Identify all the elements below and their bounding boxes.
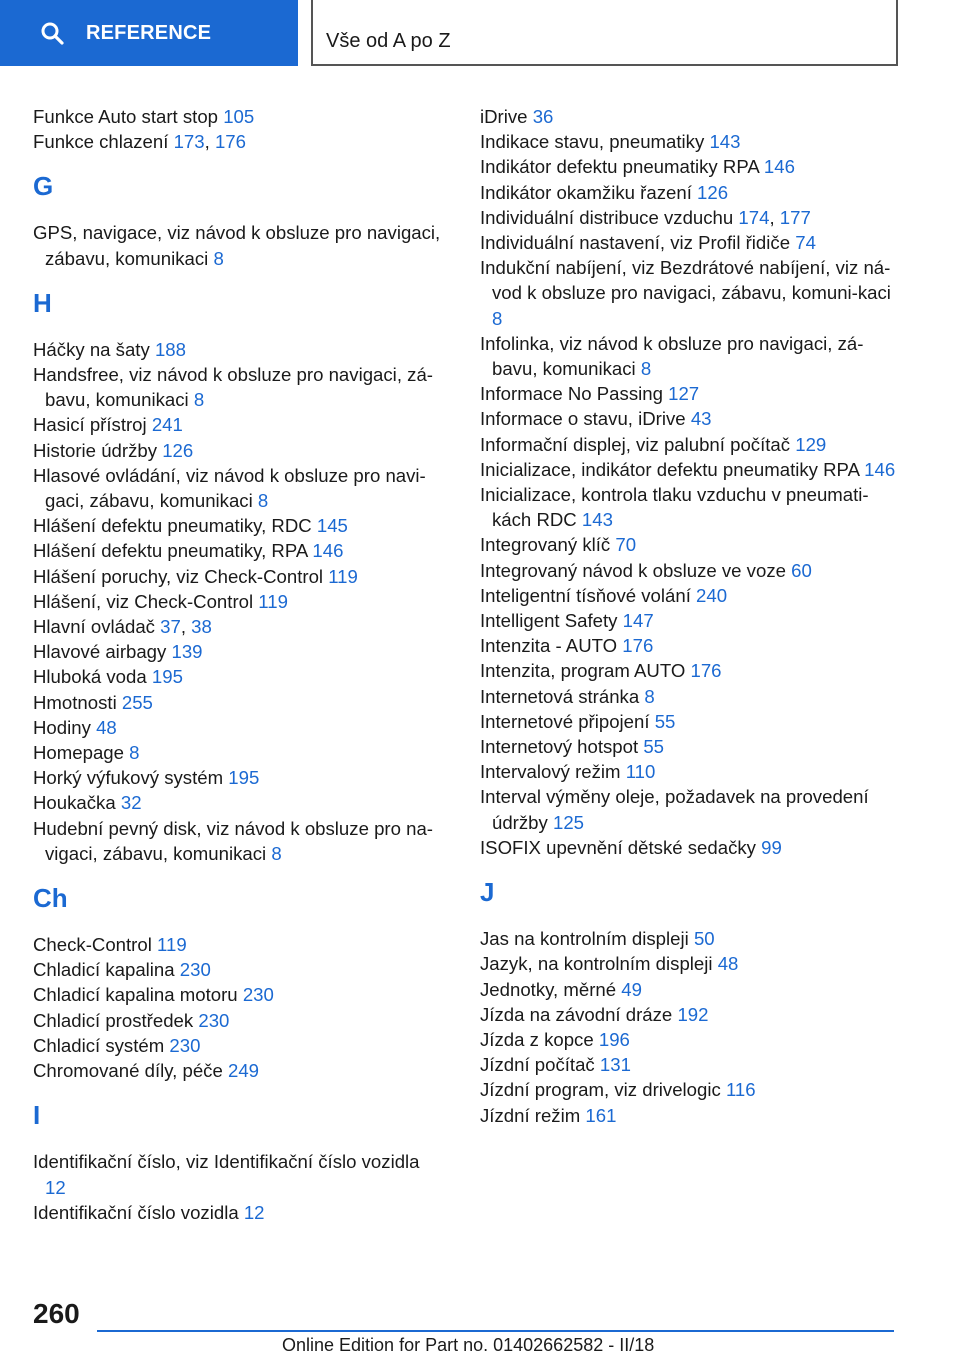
index-entry <box>480 684 900 709</box>
index-term: Homepage <box>33 742 124 764</box>
section-title: Vše od A po Z <box>326 30 451 52</box>
page-link[interactable]: 8 <box>193 389 205 411</box>
reference-label: REFERENCE <box>86 21 212 44</box>
index-term: Hluboká voda <box>33 666 147 688</box>
section-letter: G <box>33 171 54 202</box>
page-link[interactable]: 195 <box>228 767 260 789</box>
page-link[interactable]: 230 <box>179 959 211 981</box>
index-term: Háčky na šaty <box>33 338 150 360</box>
index-entry <box>33 438 443 463</box>
page-link[interactable]: 176 <box>214 131 246 153</box>
page-link[interactable]: 60 <box>791 559 812 581</box>
index-term: Jednotky, měrné <box>480 978 617 1000</box>
index-term: Jízda na závodní dráze <box>480 1003 673 1025</box>
page-link[interactable]: 119 <box>328 565 358 587</box>
index-entry <box>33 104 443 129</box>
index-entry <box>480 129 900 154</box>
page-link[interactable]: 196 <box>598 1028 630 1050</box>
index-term: Indikátor defektu pneumatiky RPA <box>480 156 759 178</box>
section-letter: Ch <box>33 883 68 914</box>
section-letter: J <box>480 877 495 908</box>
index-term: Identifikační číslo, viz Identifikační číslo vozidla <box>33 1151 420 1173</box>
index-entry <box>33 1200 443 1225</box>
page-link[interactable]: 43 <box>690 408 712 430</box>
page-link[interactable]: 105 <box>223 106 255 127</box>
page-link[interactable]: 129 <box>795 433 827 455</box>
page-link[interactable]: 48 <box>717 953 739 975</box>
index-term: Hasicí přístroj <box>33 414 147 436</box>
page-link[interactable]: 240 <box>696 584 728 606</box>
index-term: Funkce Auto start stop <box>33 106 219 127</box>
index-term: Hlavové airbagy <box>33 641 167 663</box>
page-link[interactable]: 177 <box>779 206 811 228</box>
page-link[interactable]: 195 <box>151 666 183 688</box>
index-entry <box>480 104 900 129</box>
index-term: Internetový hotspot <box>480 736 639 758</box>
index-entry <box>480 331 900 381</box>
index-term: Informace No Passing <box>480 383 663 405</box>
page-link[interactable]: 139 <box>171 641 203 663</box>
page-link[interactable]: 70 <box>615 534 637 556</box>
page-link[interactable]: 161 <box>585 1104 617 1126</box>
index-term: Hodiny <box>33 716 91 738</box>
index-term: Individuální nastavení, viz Profil řidiče <box>480 232 791 254</box>
index-term: Intenzita - AUTO <box>480 635 618 657</box>
index-term: Jas na kontrolním displeji <box>480 928 689 950</box>
index-entry <box>33 1033 443 1058</box>
page-header <box>0 0 960 66</box>
page-link[interactable]: 99 <box>761 836 782 858</box>
page-link[interactable]: 126 <box>697 181 729 203</box>
index-entry <box>480 1002 900 1027</box>
reference-tab[interactable] <box>0 0 298 66</box>
index-entry <box>480 154 900 179</box>
page-link[interactable]: 188 <box>154 338 186 360</box>
index-term: ISOFIX upevnění dětské sedačky <box>480 836 756 858</box>
index-term: Chladicí kapalina <box>33 959 175 981</box>
page-link[interactable]: 255 <box>121 691 153 713</box>
index-term: Intervalový režim <box>480 761 621 783</box>
index-entry <box>480 1103 900 1128</box>
index-term: Hlášení poruchy, viz Check-Control <box>33 565 324 587</box>
index-term: Intenzita, program AUTO <box>480 660 686 682</box>
index-entry <box>33 982 443 1007</box>
index-entry <box>33 765 443 790</box>
index-column-right <box>480 104 900 1128</box>
search-icon[interactable] <box>40 21 64 45</box>
index-term: Hlášení defektu pneumatiky, RDC <box>33 515 312 537</box>
index-term: Informační displej, viz palubní počítač <box>480 433 791 455</box>
page-link[interactable]: 127 <box>668 383 700 405</box>
page-link[interactable]: 12 <box>243 1201 265 1223</box>
index-term: Check-Control <box>33 934 152 956</box>
index-entry <box>480 457 900 482</box>
page-link[interactable]: 74 <box>795 232 816 254</box>
section-letter: I <box>33 1100 41 1131</box>
index-term: Chladicí systém <box>33 1034 165 1056</box>
index-term: Funkce chlazení <box>33 131 169 153</box>
index-entry: Hlavní ovládač 37, 38 <box>33 616 212 638</box>
index-entry <box>33 715 443 740</box>
index-entry <box>33 589 443 614</box>
index-term: Hudební pevný disk, viz návod k obsluze pro na-vigaci, zábavu, komunikaci <box>33 817 433 864</box>
page-link[interactable]: 176 <box>690 660 722 682</box>
page-link[interactable]: 119 <box>258 590 288 612</box>
page-link[interactable]: 8 <box>257 490 269 512</box>
index-entry <box>33 513 443 538</box>
index-term: GPS, navigace, viz návod k obsluze pro navigaci, zábavu, komunikaci <box>33 222 441 269</box>
index-entry <box>33 463 443 513</box>
index-term: Chladicí kapalina motoru <box>33 984 238 1006</box>
page-link[interactable]: 174 <box>738 206 770 228</box>
index-entry <box>33 690 443 715</box>
index-term: Hlášení, viz Check-Control <box>33 590 254 612</box>
index-entry <box>480 532 900 557</box>
page-link[interactable]: 8 <box>129 742 140 764</box>
index-term: Identifikační číslo vozidla <box>33 1201 239 1223</box>
index-column-left <box>33 104 443 1225</box>
page-link[interactable]: 230 <box>169 1034 201 1056</box>
index-term: Chromované díly, péče <box>33 1060 223 1082</box>
page-link[interactable]: 38 <box>191 616 212 638</box>
page-number: 260 <box>33 1298 80 1329</box>
index-term: Chladicí prostředek <box>33 1009 194 1031</box>
index-entry <box>480 658 900 683</box>
page-link[interactable]: 249 <box>228 1060 260 1082</box>
index-entry <box>33 412 443 437</box>
index-entry <box>33 1149 443 1199</box>
index-entry <box>480 1027 900 1052</box>
page-link[interactable]: 8 <box>640 358 652 380</box>
index-entry <box>480 255 900 331</box>
index-term: Historie údržby <box>33 439 158 461</box>
index-entry <box>33 1008 443 1033</box>
index-entry <box>480 633 900 658</box>
page-link[interactable]: 143 <box>709 131 741 153</box>
index-entry <box>480 406 900 431</box>
footer-divider <box>97 1330 894 1332</box>
page-link[interactable]: 8 <box>213 247 224 269</box>
index-term: Houkačka <box>33 792 116 814</box>
index-entry <box>480 482 900 532</box>
index-entry <box>33 932 443 957</box>
page-link[interactable]: 145 <box>316 515 348 537</box>
index-term: Indukční nabíjení, viz Bezdrátové nabíjení, viz ná-vod k obsluze pro navigaci, zábavu, komuni-kaci <box>480 257 891 304</box>
page-link[interactable]: 173 <box>173 131 205 153</box>
page-link[interactable]: 192 <box>677 1003 709 1025</box>
index-entry <box>480 583 900 608</box>
index-entry <box>33 564 443 589</box>
index-term: Integrovaný klíč <box>480 534 611 556</box>
index-entry <box>480 926 900 951</box>
page-link[interactable]: 116 <box>725 1079 756 1101</box>
page-link[interactable]: 12 <box>45 1176 66 1198</box>
index-term: Indikátor okamžiku řazení <box>480 181 692 203</box>
index-term: Hlavní ovládač <box>33 616 155 638</box>
index-entry <box>33 337 443 362</box>
page-link[interactable]: 119 <box>157 934 187 956</box>
index-term: Inicializace, indikátor defektu pneumatiky RPA <box>480 458 859 480</box>
index-entry <box>480 381 900 406</box>
index-term: Internetové připojení <box>480 710 650 732</box>
index-entry: Individuální distribuce vzduchu 174, 177 <box>480 206 811 228</box>
index-entry <box>480 977 900 1002</box>
index-term: Jízdní program, viz drivelogic <box>480 1079 721 1101</box>
index-entry <box>33 220 443 270</box>
index-term: Hlasové ovládání, viz návod k obsluze pro navi-gaci, zábavu, komunikaci <box>33 464 426 512</box>
page-link[interactable]: 49 <box>621 978 642 1000</box>
index-term: Internetová stránka <box>480 685 640 707</box>
index-term: Hlášení defektu pneumatiky, RPA <box>33 540 308 562</box>
page-link[interactable]: 143 <box>581 509 613 531</box>
index-term: Informace o stavu, iDrive <box>480 408 686 430</box>
page-link[interactable]: 176 <box>622 635 654 657</box>
index-entry <box>480 230 900 255</box>
page-link[interactable]: 126 <box>162 439 194 461</box>
section-title-tab <box>311 0 898 66</box>
index-term: Individuální distribuce vzduchu <box>480 206 734 228</box>
index-term: iDrive <box>480 106 528 127</box>
index-term: Jízdní počítač <box>480 1054 595 1076</box>
page-link[interactable]: 32 <box>120 792 142 814</box>
page-link[interactable]: 36 <box>532 106 554 127</box>
index-term: Interval výměny oleje, požadavek na provedení údržby <box>480 786 869 833</box>
page-link[interactable]: 37 <box>160 616 181 638</box>
index-entry <box>480 759 900 784</box>
page-link[interactable]: 110 <box>625 761 656 783</box>
page-link[interactable]: 241 <box>151 414 183 436</box>
page-link[interactable]: 50 <box>693 928 715 950</box>
index-entry <box>480 709 900 734</box>
index-entry <box>480 1077 900 1102</box>
index-entry <box>33 538 443 563</box>
page-link[interactable]: 146 <box>763 156 795 178</box>
index-entry <box>33 1058 443 1083</box>
page-link[interactable]: 8 <box>644 685 655 707</box>
index-entry <box>480 432 900 457</box>
page-link[interactable]: 55 <box>643 736 665 758</box>
index-term: Horký výfukový systém <box>33 767 224 789</box>
section-letter: H <box>33 287 52 318</box>
index-entry <box>480 734 900 759</box>
index-entry <box>33 790 443 815</box>
page-link[interactable]: 8 <box>492 307 503 329</box>
index-term: Handsfree, viz návod k obsluze pro navigaci, zá-bavu, komunikaci <box>33 364 433 411</box>
page-link[interactable]: 125 <box>552 811 585 833</box>
edition-footer: Online Edition for Part no. 01402662582 - II/18 <box>282 1335 655 1355</box>
index-entry <box>33 957 443 982</box>
index-entry <box>480 951 900 976</box>
index-entry <box>480 558 900 583</box>
index-term: Integrovaný návod k obsluze ve voze <box>480 559 786 581</box>
index-entry <box>480 180 900 205</box>
page-link[interactable]: 146 <box>864 458 896 480</box>
index-term: Jazyk, na kontrolním displeji <box>480 953 713 975</box>
page-link[interactable]: 146 <box>312 540 344 562</box>
index-entry <box>480 835 900 860</box>
index-entry: Funkce chlazení 173, 176 <box>33 131 246 153</box>
index-term: Infolinka, viz návod k obsluze pro navigaci, zá-bavu, komunikaci <box>480 332 864 380</box>
page-link[interactable]: 131 <box>599 1054 631 1076</box>
page-link[interactable]: 230 <box>242 984 274 1006</box>
index-entry <box>33 639 443 664</box>
index-entry <box>33 816 443 866</box>
index-entry <box>480 1052 900 1077</box>
index-entry <box>480 784 900 834</box>
index-term: Hmotnosti <box>33 691 117 713</box>
index-term: Inicializace, kontrola tlaku vzduchu v pneumati-kách RDC <box>480 484 869 531</box>
page-link[interactable]: 48 <box>96 716 117 738</box>
index-term: Indikace stavu, pneumatiky <box>480 131 705 153</box>
index-entry <box>33 664 443 689</box>
index-term: Intelligent Safety <box>480 610 618 632</box>
page-link[interactable]: 230 <box>198 1009 230 1031</box>
index-entry <box>480 608 900 633</box>
index-entry <box>33 362 443 412</box>
index-entry <box>33 740 443 765</box>
index-term: Jízda z kopce <box>480 1028 594 1050</box>
page-link[interactable]: 8 <box>271 842 282 864</box>
page-link[interactable]: 55 <box>654 710 676 732</box>
index-term: Jízdní režim <box>480 1104 581 1126</box>
page-link[interactable]: 147 <box>622 610 654 632</box>
index-term: Inteligentní tísňové volání <box>480 584 691 606</box>
